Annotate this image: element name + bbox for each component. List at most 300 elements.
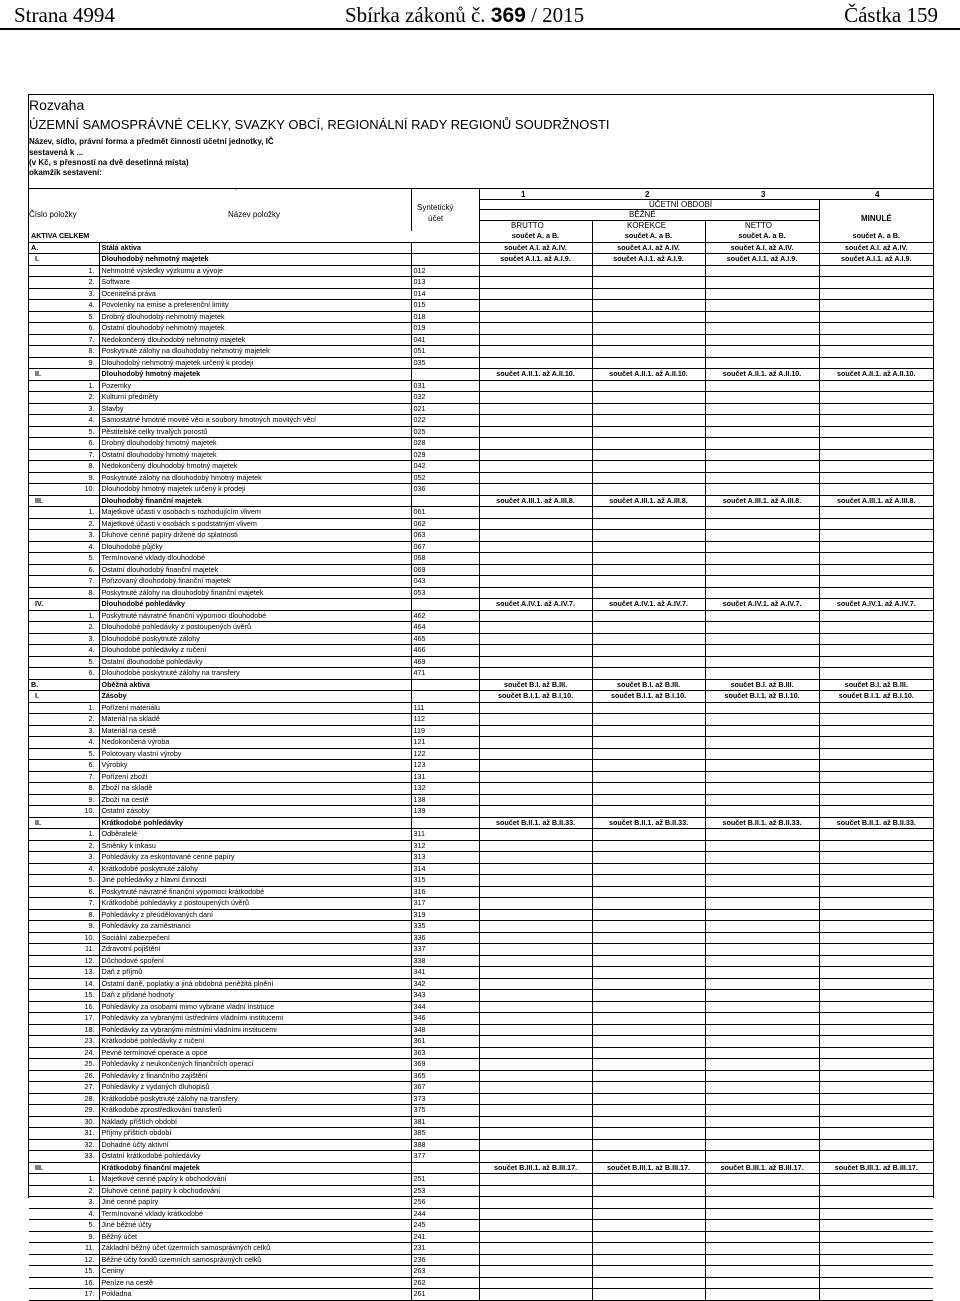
synthetic-account: 031 (411, 380, 479, 392)
item-name: Pořizovaný dlouhodobý finanční majetek (99, 576, 411, 588)
brutto-value (479, 426, 592, 438)
brutto-value (479, 852, 592, 864)
header-dot: . (235, 183, 238, 192)
table-row (29, 817, 933, 829)
item-number: 8. (29, 346, 99, 358)
table-row (29, 1036, 933, 1048)
netto-value: součet B.II.1. až B.II.33. (705, 817, 819, 829)
korekce-value (592, 438, 705, 450)
previous-value (819, 380, 933, 392)
previous-value (819, 334, 933, 346)
netto-value (705, 300, 819, 312)
netto-value (705, 392, 819, 404)
item-name: Pohledávky za eskontované cenné papíry (99, 852, 411, 864)
synthetic-account: 335 (411, 921, 479, 933)
item-number: 9. (29, 921, 99, 933)
brutto-value (479, 1128, 592, 1140)
item-name: Dlouhodobé poskytnuté zálohy na transfery (99, 668, 411, 680)
table-row (29, 840, 933, 852)
synthetic-account: 036 (411, 484, 479, 496)
previous-value (819, 748, 933, 760)
law-number: 369 (490, 4, 526, 27)
brutto-value (479, 610, 592, 622)
item-number: 7. (29, 898, 99, 910)
previous-value (819, 1001, 933, 1013)
previous-value (819, 576, 933, 588)
collection-year: / 2015 (531, 3, 585, 27)
previous-value (819, 1185, 933, 1197)
brutto-label: BRUTTO (511, 221, 544, 230)
korekce-value (592, 1208, 705, 1220)
netto-value (705, 403, 819, 415)
table-row (29, 806, 933, 818)
item-number: 7. (29, 334, 99, 346)
korekce-value (592, 1197, 705, 1209)
synthetic-account: 261 (411, 1289, 479, 1301)
brutto-value (479, 380, 592, 392)
table-row (29, 1001, 933, 1013)
synthetic-account: 111 (411, 702, 479, 714)
synthetic-account: 014 (411, 288, 479, 300)
netto-value (705, 1116, 819, 1128)
item-number: 15. (29, 1266, 99, 1278)
table-row (29, 599, 933, 611)
previous-value (819, 357, 933, 369)
item-name: Dlouhodobý nehmotný majetek (99, 254, 411, 266)
synthetic-account: 019 (411, 323, 479, 335)
item-number: 10. (29, 806, 99, 818)
balance-sheet-form (28, 94, 934, 1299)
netto-value (705, 346, 819, 358)
synthetic-account: 067 (411, 541, 479, 553)
korekce-value (592, 1254, 705, 1266)
item-name: Jiné cenné papíry (99, 1197, 411, 1209)
brutto-value (479, 507, 592, 519)
item-name: Běžné účty fondů územních samosprávných celků (99, 1254, 411, 1266)
netto-value (705, 1231, 819, 1243)
item-name: Materiál na cestě (99, 725, 411, 737)
item-name: Jiné pohledávky z hlavní činnosti (99, 875, 411, 887)
item-name: Pevné termínové operace a opce (99, 1047, 411, 1059)
item-number: 5. (29, 426, 99, 438)
synthetic-account: 061 (411, 507, 479, 519)
netto-value (705, 265, 819, 277)
netto-value (705, 357, 819, 369)
page-number: Strana 4994 (14, 3, 115, 27)
netto-value (705, 1105, 819, 1117)
table-row (29, 1174, 933, 1186)
item-name: Krátkodobé pohledávky z postoupených úvěrů (99, 898, 411, 910)
item-name: Příjmy příštích období (99, 1128, 411, 1140)
previous-value: součet A.I. až A.IV. (819, 242, 933, 254)
netto-value (705, 553, 819, 565)
header-vline-4 (705, 220, 706, 231)
brutto-value (479, 656, 592, 668)
netto-value (705, 645, 819, 657)
item-name: Nedokončený dlouhodobý hmotný majetek (99, 461, 411, 473)
item-number: 5. (29, 748, 99, 760)
netto-value (705, 507, 819, 519)
table-row (29, 1231, 933, 1243)
item-name: Nehmotné výsledky výzkumu a vývoje (99, 265, 411, 277)
brutto-value (479, 714, 592, 726)
brutto-value (479, 1001, 592, 1013)
item-number: 3. (29, 852, 99, 864)
brutto-value (479, 622, 592, 634)
brutto-value (479, 553, 592, 565)
synthetic-account: 338 (411, 955, 479, 967)
table-row (29, 1208, 933, 1220)
brutto-value (479, 1070, 592, 1082)
brutto-value (479, 1036, 592, 1048)
netto-value (705, 840, 819, 852)
table-row (29, 1185, 933, 1197)
previous-value (819, 1128, 933, 1140)
table-row (29, 656, 933, 668)
table-row (29, 990, 933, 1002)
table-row (29, 610, 933, 622)
table-row (29, 1070, 933, 1082)
synthetic-account: 032 (411, 392, 479, 404)
netto-value (705, 1001, 819, 1013)
korekce-value (592, 346, 705, 358)
synthetic-account: 263 (411, 1266, 479, 1278)
brutto-value (479, 1151, 592, 1163)
brutto-value (479, 932, 592, 944)
synthetic-account: 043 (411, 576, 479, 588)
table-row (29, 645, 933, 657)
synthetic-account: 314 (411, 863, 479, 875)
korekce-value (592, 978, 705, 990)
korekce-value (592, 886, 705, 898)
item-number: 4. (29, 737, 99, 749)
korekce-value (592, 967, 705, 979)
previous-value (819, 645, 933, 657)
brutto-value (479, 1013, 592, 1025)
item-number: 3. (29, 1197, 99, 1209)
korekce-value (592, 1070, 705, 1082)
previous-value: součet A.III.1. až A.III.8. (819, 495, 933, 507)
korekce-value (592, 829, 705, 841)
previous-value (819, 1174, 933, 1186)
item-name: Základní běžný účet územních samosprávných celků (99, 1243, 411, 1255)
item-name: Zásoby (99, 691, 411, 703)
table-row (29, 875, 933, 887)
netto-value (705, 461, 819, 473)
table-row (29, 1105, 933, 1117)
previous-value: součet A. a B. (819, 231, 933, 242)
korekce-value (592, 794, 705, 806)
korekce-value: součet B.I.1. až B.I.10. (592, 691, 705, 703)
item-name: Termínované vklady dlouhodobé (99, 553, 411, 565)
item-name: Ostatní zásoby (99, 806, 411, 818)
item-number: 7. (29, 771, 99, 783)
item-number: 24. (29, 1047, 99, 1059)
col-number-2: 2 (645, 190, 650, 199)
table-row (29, 254, 933, 266)
brutto-value (479, 1220, 592, 1232)
previous-value (819, 1208, 933, 1220)
netto-value (705, 1128, 819, 1140)
brutto-value (479, 530, 592, 542)
korekce-value (592, 426, 705, 438)
brutto-value (479, 438, 592, 450)
previous-value (819, 415, 933, 427)
brutto-value (479, 484, 592, 496)
table-row (29, 369, 933, 381)
table-row (29, 898, 933, 910)
netto-value (705, 449, 819, 461)
item-name: Ostatní dlouhodobý hmotný majetek (99, 449, 411, 461)
table-row (29, 760, 933, 772)
netto-value (705, 334, 819, 346)
synthetic-account: 013 (411, 277, 479, 289)
netto-value (705, 852, 819, 864)
synthetic-account: 316 (411, 886, 479, 898)
table-row (29, 668, 933, 680)
netto-value (705, 438, 819, 450)
item-name: Poskytnuté návratné finanční výpomoci dlouhodobé (99, 610, 411, 622)
synthetic-account: 028 (411, 438, 479, 450)
netto-value: součet A.IV.1. až A.IV.7. (705, 599, 819, 611)
synthetic-account: 051 (411, 346, 479, 358)
netto-value (705, 955, 819, 967)
korekce-value (592, 633, 705, 645)
brutto-value (479, 415, 592, 427)
netto-value (705, 541, 819, 553)
item-name: Polotovary vlastní výroby (99, 748, 411, 760)
netto-value (705, 875, 819, 887)
table-row (29, 576, 933, 588)
korekce-value (592, 932, 705, 944)
previous-value (819, 932, 933, 944)
brutto-value (479, 518, 592, 530)
table-row (29, 403, 933, 415)
table-row (29, 1243, 933, 1255)
brutto-value (479, 323, 592, 335)
netto-value (705, 806, 819, 818)
brutto-value (479, 472, 592, 484)
netto-value (705, 863, 819, 875)
table-row (29, 714, 933, 726)
korekce-value (592, 1231, 705, 1243)
item-name: Pohledávky za vybranými místními vládními institucemi (99, 1024, 411, 1036)
item-number: 9. (29, 472, 99, 484)
table-row (29, 357, 933, 369)
synthetic-account: 462 (411, 610, 479, 622)
netto-value (705, 978, 819, 990)
korekce-value (592, 553, 705, 565)
table-row (29, 449, 933, 461)
netto-value (705, 771, 819, 783)
brutto-value (479, 1277, 592, 1289)
brutto-value (479, 829, 592, 841)
korekce-value (592, 863, 705, 875)
table-row (29, 944, 933, 956)
synthetic-account: 123 (411, 760, 479, 772)
netto-value (705, 564, 819, 576)
previous-value (819, 484, 933, 496)
item-name: Daň z příjmů (99, 967, 411, 979)
brutto-value (479, 564, 592, 576)
previous-value (819, 1151, 933, 1163)
reporting-date-line: sestavená k ... (29, 148, 84, 157)
item-number: 4. (29, 645, 99, 657)
synthetic-account: 253 (411, 1185, 479, 1197)
korekce-value (592, 1185, 705, 1197)
table-row (29, 1254, 933, 1266)
item-name: Ostatní dlouhodobý finanční majetek (99, 564, 411, 576)
synthetic-account: 469 (411, 656, 479, 668)
previous-value (819, 863, 933, 875)
item-name: Sociální zabezpečení (99, 932, 411, 944)
korekce-value (592, 840, 705, 852)
item-number: 3. (29, 725, 99, 737)
item-name: Krátkodobé poskytnuté zálohy (99, 863, 411, 875)
brutto-value (479, 886, 592, 898)
previous-value (819, 610, 933, 622)
previous-value (819, 1254, 933, 1266)
item-number: 2. (29, 714, 99, 726)
item-number: I. (29, 691, 99, 703)
balance-sheet-table (29, 231, 933, 1301)
netto-value (705, 1174, 819, 1186)
item-number: 10. (29, 484, 99, 496)
previous-value (819, 978, 933, 990)
synthetic-account (411, 242, 479, 254)
synthetic-account: 068 (411, 553, 479, 565)
brutto-value (479, 288, 592, 300)
previous-value: součet A.IV.1. až A.IV.7. (819, 599, 933, 611)
item-number: 25. (29, 1059, 99, 1071)
item-number: 5. (29, 656, 99, 668)
korekce-value (592, 564, 705, 576)
netto-value: součet A.I.1. až A.I.9. (705, 254, 819, 266)
korekce-value (592, 277, 705, 289)
brutto-value (479, 300, 592, 312)
item-name: Pěstitelské celky trvalých porostů (99, 426, 411, 438)
synthetic-account: 021 (411, 403, 479, 415)
synthetic-account: 381 (411, 1116, 479, 1128)
brutto-value (479, 265, 592, 277)
synthetic-account: 319 (411, 909, 479, 921)
item-number: 1. (29, 380, 99, 392)
table-row (29, 484, 933, 496)
item-name: Dlouhodobé půjčky (99, 541, 411, 553)
item-name-header: Název položky (228, 210, 281, 219)
form-title: Rozvaha (29, 97, 85, 113)
netto-value: součet B.I. až B.III. (705, 679, 819, 691)
table-row (29, 702, 933, 714)
previous-value (819, 472, 933, 484)
korekce-value (592, 403, 705, 415)
korekce-value (592, 507, 705, 519)
synthetic-account: 251 (411, 1174, 479, 1186)
brutto-value (479, 1139, 592, 1151)
synthetic-account: 063 (411, 530, 479, 542)
netto-value (705, 518, 819, 530)
item-name: Stavby (99, 403, 411, 415)
synthetic-account: 112 (411, 714, 479, 726)
netto-value (705, 1059, 819, 1071)
synthetic-account: 343 (411, 990, 479, 1002)
previous-value (819, 990, 933, 1002)
previous-value (819, 300, 933, 312)
table-row (29, 748, 933, 760)
korekce-value (592, 875, 705, 887)
korekce-value (592, 1243, 705, 1255)
brutto-value (479, 898, 592, 910)
brutto-value (479, 311, 592, 323)
item-name: Ostatní dlouhodobé pohledávky (99, 656, 411, 668)
previous-value (819, 1036, 933, 1048)
netto-value (705, 783, 819, 795)
item-number: 14. (29, 978, 99, 990)
item-name: Dluhové cenné papíry držené do splatnosti (99, 530, 411, 542)
table-row (29, 691, 933, 703)
korekce-value (592, 518, 705, 530)
netto-value (705, 1277, 819, 1289)
brutto-value (479, 1197, 592, 1209)
item-name: Směnky k inkasu (99, 840, 411, 852)
item-number: 6. (29, 886, 99, 898)
table-row (29, 852, 933, 864)
item-number: 33. (29, 1151, 99, 1163)
previous-value (819, 840, 933, 852)
brutto-value (479, 1243, 592, 1255)
item-name: Krátkodobé zprostředkování transferů (99, 1105, 411, 1117)
synthetic-account: 348 (411, 1024, 479, 1036)
netto-value (705, 909, 819, 921)
previous-value (819, 714, 933, 726)
item-name: Dlouhodobý finanční majetek (99, 495, 411, 507)
table-row (29, 921, 933, 933)
netto-value (705, 748, 819, 760)
item-number-header: Číslo položky (29, 210, 77, 219)
korekce-value (592, 1277, 705, 1289)
synthetic-account: 256 (411, 1197, 479, 1209)
netto-value: součet B.I.1. až B.I.10. (705, 691, 819, 703)
korekce-value (592, 1174, 705, 1186)
netto-value (705, 610, 819, 622)
synthetic-account (411, 369, 479, 381)
item-number: 26. (29, 1070, 99, 1082)
netto-value (705, 633, 819, 645)
previous-value (819, 1013, 933, 1025)
item-number: 9. (29, 1231, 99, 1243)
table-row (29, 1024, 933, 1036)
col-number-4: 4 (875, 190, 880, 199)
previous-value (819, 944, 933, 956)
item-name: Poskytnuté zálohy na dlouhodobý finanční majetek (99, 587, 411, 599)
previous-value (819, 886, 933, 898)
synthetic-account: 385 (411, 1128, 479, 1140)
netto-value (705, 656, 819, 668)
item-name: Dlouhodobé pohledávky (99, 599, 411, 611)
item-name: Dlouhodobé pohledávky z ručení (99, 645, 411, 657)
korekce-value (592, 1036, 705, 1048)
item-number: 6. (29, 438, 99, 450)
previous-value (819, 794, 933, 806)
previous-value (819, 1243, 933, 1255)
item-number: 2. (29, 1185, 99, 1197)
table-row (29, 1013, 933, 1025)
item-number: 4. (29, 300, 99, 312)
table-row (29, 1093, 933, 1105)
item-number: 5. (29, 311, 99, 323)
item-name: Pohledávky za zaměstnanci (99, 921, 411, 933)
previous-value (819, 587, 933, 599)
